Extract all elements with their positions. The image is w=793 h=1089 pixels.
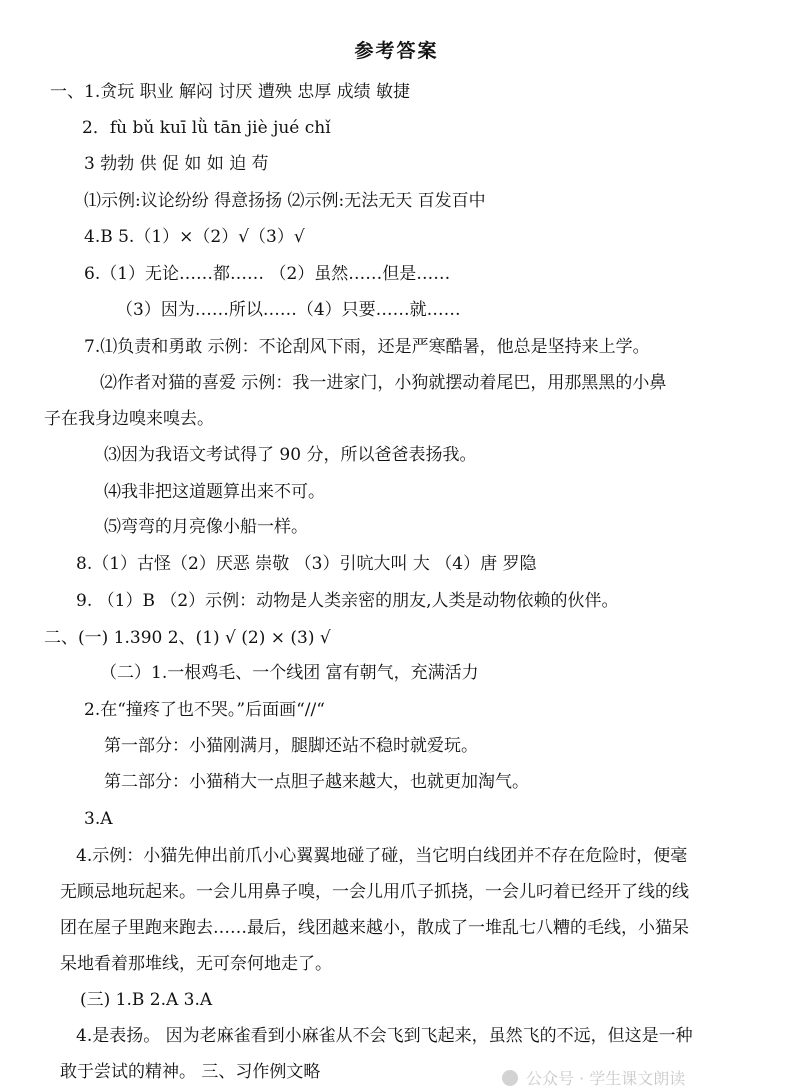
text-line: ⑵作者对猫的喜爱 示例：我一进家门，小狗就摆动着尾巴，用那黑黑的小鼻 (100, 373, 667, 393)
text-line: 8.（1）古怪（2）厌恶 崇敬 （3）引吭大叫 大 （4）唐 罗隐 (76, 554, 537, 574)
text-line: ⑸弯弯的月亮像小船一样。 (104, 517, 308, 537)
text-line: 4.示例：小猫先伸出前爪小心翼翼地碰了碰，当它明白线团并不存在危险时，便毫 (76, 846, 688, 866)
text-line: 4.B 5.（1）×（2）√（3）√ (84, 227, 305, 247)
text-line: 无顾忌地玩起来。一会儿用鼻子嗅，一会儿用爪子抓挠，一会儿叼着已经开了线的线 (60, 882, 689, 902)
text-line: 第二部分：小猫稍大一点胆子越来越大，也就更加淘气。 (104, 772, 529, 792)
text-line: 9. （1）B （2）示例：动物是人类亲密的朋友,人类是动物依赖的伙伴。 (76, 591, 619, 611)
text-line: 7.⑴负责和勇敢 示例：不论刮风下雨，还是严寒酷暑，他总是坚持来上学。 (84, 337, 650, 357)
text-line: 3 勃勃 供 促 如 如 迫 苟 (84, 154, 269, 174)
text-line: 2.在“撞疼了也不哭。”后面画“//“ (84, 700, 325, 720)
text-line: 6.（1）无论……都…… （2）虽然……但是…… (84, 264, 451, 284)
page-title: 参考答案 (354, 40, 439, 62)
text-line: 4.是表扬。 因为老麻雀看到小麻雀从不会飞到飞起来，虽然飞的不远，但这是一种 (76, 1026, 693, 1046)
text-line: ⑴示例:议论纷纷 得意扬扬 ⑵示例:无法无天 百发百中 (84, 191, 486, 211)
text-line: 第一部分：小猫刚满月，腿脚还站不稳时就爱玩。 (104, 736, 478, 756)
text-line: 3.A (84, 809, 113, 829)
text-line: 二、(一) 1.390 2、(1) √ (2) × (3) √ (44, 628, 331, 648)
text-line: （3）因为……所以……（4）只要……就…… (116, 300, 461, 320)
text-line: 敢于尝试的精神。 三、习作例文略 (60, 1062, 321, 1082)
text-line: 呆地看着那堆线，无可奈何地走了。 (60, 954, 332, 974)
text-line: 一、1.贪玩 职业 解闷 讨厌 遭殃 忠厚 成绩 敏捷 (50, 82, 411, 102)
text-line: ⑶因为我语文考试得了 90 分，所以爸爸表扬我。 (104, 445, 477, 465)
text-line: （二）1.一根鸡毛、一个线团 富有朝气，充满活力 (100, 663, 479, 683)
text-line: 子在我身边嗅来嗅去。 (44, 409, 214, 429)
watermark-text: 公众号 · 学生课文朗读 (526, 1069, 686, 1088)
wechat-icon (502, 1070, 518, 1086)
text-line: ⑷我非把这道题算出来不可。 (104, 482, 325, 502)
text-line: 2．fù bǔ kuī lǜ tān jiè jué chǐ (82, 118, 331, 138)
text-line: (三) 1.B 2.A 3.A (80, 990, 213, 1010)
text-line: 团在屋子里跑来跑去……最后，线团越来越小，散成了一堆乱七八糟的毛线，小猫呆 (60, 918, 689, 938)
